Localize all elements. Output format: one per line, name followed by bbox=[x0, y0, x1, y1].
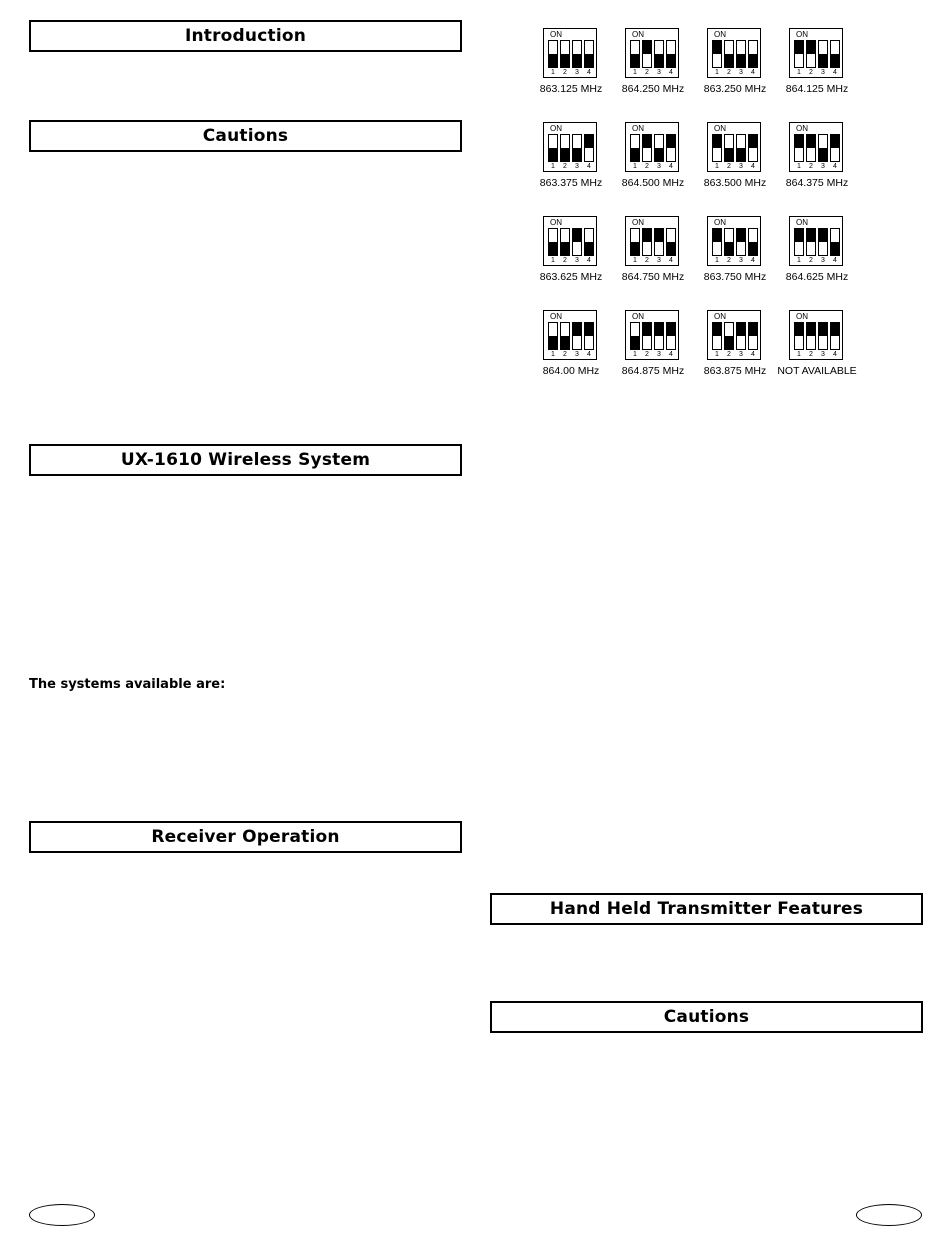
dip-switch-number: 4 bbox=[669, 163, 673, 170]
dip-frequency-label: 863.125 MHz bbox=[539, 83, 603, 95]
dip-switch-lever bbox=[643, 135, 651, 148]
dip-switch-number: 1 bbox=[797, 163, 801, 170]
dip-setting bbox=[530, 310, 612, 386]
dip-switch-diagram bbox=[789, 28, 843, 78]
dip-switch-slot bbox=[666, 228, 676, 256]
dip-switch-lever bbox=[819, 229, 827, 242]
dip-switch-number: 4 bbox=[833, 257, 837, 264]
dip-frequency-label: 863.750 MHz bbox=[703, 271, 767, 283]
dip-switch-number: 1 bbox=[633, 69, 637, 76]
dip-switch-number: 1 bbox=[797, 257, 801, 264]
dip-switch-slot bbox=[654, 228, 664, 256]
dip-switch-number: 3 bbox=[739, 257, 743, 264]
dip-switch-lever bbox=[749, 135, 757, 148]
receiver-operation-heading bbox=[29, 821, 462, 853]
dip-setting bbox=[612, 310, 694, 386]
dip-switch-number: 2 bbox=[727, 257, 731, 264]
dip-switch-lever bbox=[737, 54, 745, 67]
dip-switch-number: 4 bbox=[587, 69, 591, 76]
dip-switch-lever bbox=[749, 54, 757, 67]
dip-switch-slot bbox=[748, 134, 758, 162]
dip-switch-lever bbox=[655, 148, 663, 161]
dip-switch-number: 1 bbox=[633, 351, 637, 358]
dip-on-label: ON bbox=[796, 124, 808, 133]
dip-switch-number: 1 bbox=[551, 257, 555, 264]
dip-frequency-label: 863.500 MHz bbox=[703, 177, 767, 189]
dip-switch-number: 1 bbox=[633, 163, 637, 170]
dip-switch-diagram bbox=[543, 122, 597, 172]
dip-switch-lever bbox=[573, 148, 581, 161]
dip-switch-number: 4 bbox=[587, 257, 591, 264]
dip-frequency-label: 864.500 MHz bbox=[621, 177, 685, 189]
dip-switch-slot bbox=[630, 134, 640, 162]
dip-switch-slot bbox=[572, 40, 582, 68]
dip-switch-diagram bbox=[707, 310, 761, 360]
dip-switch-number: 2 bbox=[563, 351, 567, 358]
dip-switch-number: 3 bbox=[821, 69, 825, 76]
dip-switch-slot bbox=[748, 228, 758, 256]
dip-switch-number: 4 bbox=[833, 163, 837, 170]
dip-switch-slot bbox=[794, 40, 804, 68]
dip-switch-slot bbox=[666, 40, 676, 68]
dip-switch-diagram bbox=[625, 216, 679, 266]
dip-switch-number: 4 bbox=[669, 69, 673, 76]
dip-switch-slot bbox=[806, 40, 816, 68]
dip-switch-slot bbox=[584, 228, 594, 256]
dip-switch-slot bbox=[572, 322, 582, 350]
dip-on-label: ON bbox=[550, 312, 562, 321]
dip-switch-lever bbox=[713, 323, 721, 336]
dip-switch-lever bbox=[713, 229, 721, 242]
dip-switch-number: 3 bbox=[575, 351, 579, 358]
dip-switch-slot bbox=[560, 40, 570, 68]
dip-switch-slot bbox=[584, 40, 594, 68]
dip-switch-lever bbox=[807, 41, 815, 54]
dip-setting bbox=[694, 310, 776, 386]
dip-frequency-label: 863.375 MHz bbox=[539, 177, 603, 189]
dip-switch-lever bbox=[561, 242, 569, 255]
dip-switch-lever bbox=[631, 54, 639, 67]
dip-switch-slot bbox=[584, 322, 594, 350]
dip-switch-lever bbox=[819, 54, 827, 67]
dip-switch-slot bbox=[736, 40, 746, 68]
dip-on-label: ON bbox=[796, 312, 808, 321]
dip-frequency-label: 864.875 MHz bbox=[621, 365, 685, 377]
dip-switch-slot bbox=[666, 322, 676, 350]
dip-switch-lever bbox=[585, 242, 593, 255]
dip-switch-slot bbox=[584, 134, 594, 162]
dip-switch-number: 3 bbox=[575, 163, 579, 170]
dip-switch-number: 1 bbox=[633, 257, 637, 264]
dip-switch-diagram bbox=[625, 28, 679, 78]
dip-on-label: ON bbox=[632, 124, 644, 133]
dip-switch-number: 3 bbox=[575, 257, 579, 264]
dip-switch-number: 2 bbox=[645, 69, 649, 76]
introduction-heading bbox=[29, 20, 462, 52]
dip-switch-lever bbox=[795, 41, 803, 54]
dip-setting bbox=[694, 28, 776, 104]
dip-switch-lever bbox=[631, 336, 639, 349]
dip-switch-slot bbox=[642, 40, 652, 68]
dip-switch-bank bbox=[712, 40, 758, 68]
receiver-operation-heading-text: Receiver Operation bbox=[151, 827, 340, 847]
dip-switch-number: 1 bbox=[551, 69, 555, 76]
dip-switch-lever bbox=[725, 336, 733, 349]
dip-switch-slot bbox=[560, 134, 570, 162]
dip-switch-lever bbox=[795, 229, 803, 242]
dip-switch-slot bbox=[736, 228, 746, 256]
dip-switch-slot bbox=[736, 134, 746, 162]
dip-switch-number: 2 bbox=[809, 163, 813, 170]
dip-switch-number: 2 bbox=[563, 69, 567, 76]
dip-switch-lever bbox=[631, 242, 639, 255]
dip-frequency-label: 864.00 MHz bbox=[542, 365, 600, 377]
dip-switch-bank bbox=[712, 228, 758, 256]
dip-switch-lever bbox=[643, 323, 651, 336]
dip-switch-lever bbox=[549, 148, 557, 161]
dip-switch-chart bbox=[530, 28, 890, 388]
dip-setting bbox=[776, 28, 858, 104]
dip-frequency-label: 864.125 MHz bbox=[785, 83, 849, 95]
transmitter-features-heading bbox=[490, 893, 923, 925]
dip-switch-bank bbox=[630, 322, 676, 350]
dip-switch-lever bbox=[561, 336, 569, 349]
dip-switch-diagram bbox=[707, 216, 761, 266]
dip-switch-number: 2 bbox=[563, 163, 567, 170]
dip-switch-lever bbox=[561, 54, 569, 67]
dip-frequency-label: 864.625 MHz bbox=[785, 271, 849, 283]
introduction-heading-text: Introduction bbox=[184, 26, 307, 46]
dip-switch-number: 4 bbox=[669, 257, 673, 264]
dip-switch-number: 1 bbox=[551, 351, 555, 358]
transmitter-features-heading-text: Hand Held Transmitter Features bbox=[549, 899, 864, 919]
dip-switch-slot bbox=[560, 322, 570, 350]
dip-frequency-label: 863.875 MHz bbox=[703, 365, 767, 377]
dip-switch-number: 1 bbox=[715, 163, 719, 170]
dip-switch-number: 2 bbox=[645, 351, 649, 358]
dip-setting bbox=[612, 122, 694, 198]
dip-setting bbox=[776, 122, 858, 198]
dip-switch-slot bbox=[818, 322, 828, 350]
dip-switch-lever bbox=[807, 229, 815, 242]
dip-on-label: ON bbox=[550, 124, 562, 133]
dip-switch-bank bbox=[630, 134, 676, 162]
dip-switch-number: 2 bbox=[809, 351, 813, 358]
dip-switch-number: 1 bbox=[715, 257, 719, 264]
dip-switch-diagram bbox=[789, 310, 843, 360]
transmitter-cautions-heading bbox=[490, 1001, 923, 1033]
dip-switch-lever bbox=[549, 336, 557, 349]
dip-switch-bank bbox=[794, 134, 840, 162]
dip-switch-number: 3 bbox=[821, 257, 825, 264]
dip-switch-lever bbox=[819, 148, 827, 161]
dip-switch-slot bbox=[642, 134, 652, 162]
dip-switch-number: 4 bbox=[669, 351, 673, 358]
dip-frequency-label: 864.750 MHz bbox=[621, 271, 685, 283]
dip-switch-slot bbox=[560, 228, 570, 256]
page-number-oval-right bbox=[856, 1204, 922, 1226]
dip-switch-slot bbox=[806, 322, 816, 350]
dip-setting bbox=[612, 28, 694, 104]
dip-switch-diagram bbox=[543, 216, 597, 266]
dip-switch-lever bbox=[795, 135, 803, 148]
dip-switch-lever bbox=[549, 242, 557, 255]
dip-switch-bank bbox=[548, 40, 594, 68]
dip-switch-slot bbox=[572, 134, 582, 162]
dip-switch-bank bbox=[712, 322, 758, 350]
dip-on-label: ON bbox=[550, 218, 562, 227]
dip-switch-number: 4 bbox=[833, 351, 837, 358]
cautions-heading-text: Cautions bbox=[202, 126, 289, 146]
dip-frequency-label: 863.625 MHz bbox=[539, 271, 603, 283]
dip-switch-number: 2 bbox=[727, 351, 731, 358]
dip-switch-lever bbox=[667, 242, 675, 255]
dip-switch-lever bbox=[795, 323, 803, 336]
dip-setting bbox=[776, 216, 858, 292]
dip-on-label: ON bbox=[632, 312, 644, 321]
dip-switch-bank bbox=[548, 228, 594, 256]
dip-switch-lever bbox=[655, 54, 663, 67]
dip-switch-slot bbox=[724, 134, 734, 162]
dip-switch-number: 3 bbox=[821, 163, 825, 170]
dip-switch-slot bbox=[642, 322, 652, 350]
dip-switch-lever bbox=[831, 54, 839, 67]
dip-switch-number: 3 bbox=[657, 163, 661, 170]
dip-switch-diagram bbox=[625, 122, 679, 172]
dip-setting bbox=[694, 216, 776, 292]
dip-switch-lever bbox=[713, 41, 721, 54]
dip-switch-lever bbox=[631, 148, 639, 161]
dip-switch-lever bbox=[561, 148, 569, 161]
systems-available-label: The systems available are: bbox=[29, 677, 226, 692]
dip-on-label: ON bbox=[714, 312, 726, 321]
dip-switch-lever bbox=[725, 148, 733, 161]
dip-setting bbox=[694, 122, 776, 198]
dip-switch-lever bbox=[573, 229, 581, 242]
dip-switch-number: 1 bbox=[715, 351, 719, 358]
dip-switch-diagram bbox=[789, 122, 843, 172]
dip-switch-number: 4 bbox=[833, 69, 837, 76]
dip-switch-slot bbox=[724, 40, 734, 68]
dip-switch-number: 3 bbox=[739, 163, 743, 170]
dip-switch-number: 2 bbox=[809, 69, 813, 76]
dip-switch-number: 3 bbox=[657, 69, 661, 76]
dip-switch-slot bbox=[724, 228, 734, 256]
dip-switch-diagram bbox=[707, 28, 761, 78]
dip-switch-slot bbox=[736, 322, 746, 350]
dip-setting bbox=[530, 122, 612, 198]
dip-setting bbox=[530, 28, 612, 104]
transmitter-cautions-heading-text: Cautions bbox=[663, 1007, 750, 1027]
dip-frequency-label: NOT AVAILABLE bbox=[777, 365, 857, 377]
dip-switch-number: 4 bbox=[751, 69, 755, 76]
dip-switch-slot bbox=[712, 40, 722, 68]
dip-switch-slot bbox=[548, 228, 558, 256]
dip-switch-slot bbox=[748, 322, 758, 350]
dip-setting bbox=[612, 216, 694, 292]
dip-switch-lever bbox=[573, 323, 581, 336]
dip-switch-slot bbox=[712, 228, 722, 256]
dip-switch-diagram bbox=[625, 310, 679, 360]
dip-switch-slot bbox=[666, 134, 676, 162]
dip-switch-slot bbox=[654, 322, 664, 350]
dip-switch-number: 3 bbox=[821, 351, 825, 358]
dip-switch-lever bbox=[725, 54, 733, 67]
dip-switch-slot bbox=[748, 40, 758, 68]
dip-switch-diagram bbox=[543, 310, 597, 360]
dip-on-label: ON bbox=[632, 30, 644, 39]
dip-switch-bank bbox=[794, 322, 840, 350]
dip-switch-number: 2 bbox=[563, 257, 567, 264]
dip-switch-slot bbox=[806, 228, 816, 256]
dip-switch-lever bbox=[643, 229, 651, 242]
dip-switch-lever bbox=[737, 323, 745, 336]
dip-switch-diagram bbox=[543, 28, 597, 78]
dip-switch-slot bbox=[794, 134, 804, 162]
dip-switch-number: 3 bbox=[575, 69, 579, 76]
page-number-oval-left bbox=[29, 1204, 95, 1226]
dip-switch-number: 4 bbox=[587, 163, 591, 170]
dip-switch-lever bbox=[585, 323, 593, 336]
dip-switch-lever bbox=[831, 135, 839, 148]
dip-switch-number: 3 bbox=[657, 351, 661, 358]
dip-switch-slot bbox=[572, 228, 582, 256]
dip-on-label: ON bbox=[714, 124, 726, 133]
dip-on-label: ON bbox=[632, 218, 644, 227]
dip-switch-diagram bbox=[707, 122, 761, 172]
dip-switch-bank bbox=[548, 322, 594, 350]
dip-switch-number: 2 bbox=[727, 163, 731, 170]
dip-switch-lever bbox=[737, 148, 745, 161]
dip-switch-slot bbox=[830, 134, 840, 162]
dip-switch-slot bbox=[794, 322, 804, 350]
dip-frequency-label: 864.375 MHz bbox=[785, 177, 849, 189]
dip-frequency-label: 864.250 MHz bbox=[621, 83, 685, 95]
dip-switch-slot bbox=[642, 228, 652, 256]
dip-switch-lever bbox=[643, 41, 651, 54]
dip-switch-bank bbox=[794, 40, 840, 68]
system-heading-text: UX-1610 Wireless System bbox=[120, 450, 371, 470]
system-heading bbox=[29, 444, 462, 476]
dip-switch-bank bbox=[548, 134, 594, 162]
dip-switch-slot bbox=[548, 40, 558, 68]
dip-switch-slot bbox=[830, 322, 840, 350]
dip-switch-slot bbox=[830, 40, 840, 68]
dip-switch-slot bbox=[630, 322, 640, 350]
dip-switch-lever bbox=[725, 242, 733, 255]
dip-switch-lever bbox=[749, 242, 757, 255]
dip-switch-lever bbox=[831, 323, 839, 336]
dip-setting bbox=[776, 310, 858, 386]
dip-switch-number: 1 bbox=[715, 69, 719, 76]
dip-switch-number: 1 bbox=[797, 351, 801, 358]
dip-switch-lever bbox=[819, 323, 827, 336]
dip-switch-number: 3 bbox=[739, 351, 743, 358]
dip-switch-slot bbox=[630, 228, 640, 256]
dip-switch-lever bbox=[807, 135, 815, 148]
dip-switch-lever bbox=[667, 323, 675, 336]
dip-switch-number: 2 bbox=[727, 69, 731, 76]
dip-switch-number: 4 bbox=[751, 257, 755, 264]
dip-switch-lever bbox=[585, 54, 593, 67]
dip-switch-slot bbox=[548, 322, 558, 350]
dip-switch-lever bbox=[573, 54, 581, 67]
dip-switch-number: 2 bbox=[809, 257, 813, 264]
dip-switch-slot bbox=[712, 134, 722, 162]
dip-switch-slot bbox=[654, 134, 664, 162]
dip-switch-number: 1 bbox=[551, 163, 555, 170]
dip-switch-lever bbox=[737, 229, 745, 242]
dip-switch-lever bbox=[667, 135, 675, 148]
dip-switch-slot bbox=[630, 40, 640, 68]
dip-switch-slot bbox=[818, 228, 828, 256]
dip-switch-slot bbox=[712, 322, 722, 350]
dip-switch-number: 4 bbox=[751, 351, 755, 358]
dip-switch-slot bbox=[724, 322, 734, 350]
dip-switch-lever bbox=[713, 135, 721, 148]
dip-on-label: ON bbox=[796, 218, 808, 227]
dip-switch-lever bbox=[667, 54, 675, 67]
dip-switch-lever bbox=[585, 135, 593, 148]
dip-switch-slot bbox=[818, 40, 828, 68]
dip-switch-slot bbox=[794, 228, 804, 256]
dip-switch-number: 2 bbox=[645, 163, 649, 170]
dip-switch-bank bbox=[630, 40, 676, 68]
dip-switch-number: 3 bbox=[657, 257, 661, 264]
dip-frequency-label: 863.250 MHz bbox=[703, 83, 767, 95]
dip-switch-diagram bbox=[789, 216, 843, 266]
dip-switch-slot bbox=[818, 134, 828, 162]
dip-switch-slot bbox=[830, 228, 840, 256]
dip-on-label: ON bbox=[550, 30, 562, 39]
dip-on-label: ON bbox=[714, 218, 726, 227]
dip-switch-lever bbox=[655, 323, 663, 336]
dip-on-label: ON bbox=[714, 30, 726, 39]
dip-switch-number: 1 bbox=[797, 69, 801, 76]
dip-switch-lever bbox=[749, 323, 757, 336]
dip-switch-slot bbox=[806, 134, 816, 162]
dip-on-label: ON bbox=[796, 30, 808, 39]
dip-switch-number: 4 bbox=[587, 351, 591, 358]
dip-switch-number: 2 bbox=[645, 257, 649, 264]
dip-switch-lever bbox=[549, 54, 557, 67]
dip-switch-slot bbox=[548, 134, 558, 162]
dip-switch-lever bbox=[831, 242, 839, 255]
dip-switch-number: 4 bbox=[751, 163, 755, 170]
dip-switch-lever bbox=[655, 229, 663, 242]
dip-switch-lever bbox=[807, 323, 815, 336]
dip-switch-bank bbox=[794, 228, 840, 256]
dip-switch-number: 3 bbox=[739, 69, 743, 76]
dip-switch-slot bbox=[654, 40, 664, 68]
dip-switch-bank bbox=[630, 228, 676, 256]
cautions-heading bbox=[29, 120, 462, 152]
dip-setting bbox=[530, 216, 612, 292]
dip-switch-bank bbox=[712, 134, 758, 162]
